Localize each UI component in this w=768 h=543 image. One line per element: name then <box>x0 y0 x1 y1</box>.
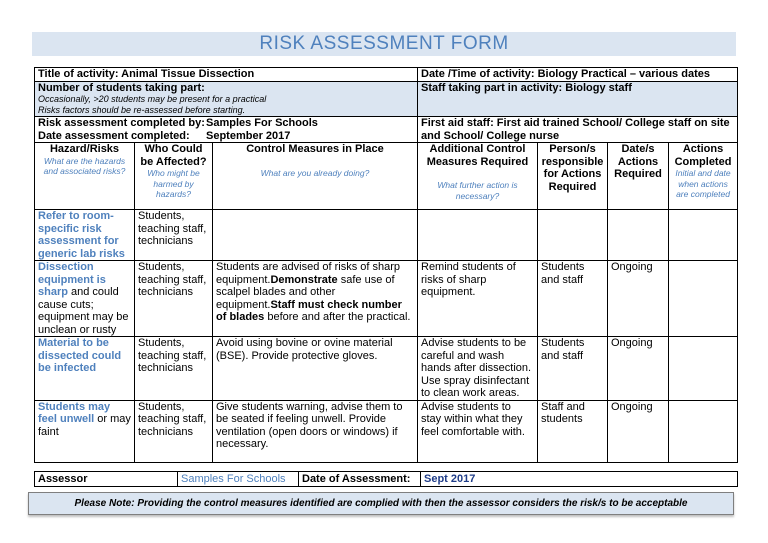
column-header-row <box>35 143 738 210</box>
assessment-date-label: Date of Assessment: <box>299 472 421 487</box>
completed-cell <box>669 261 738 337</box>
activity-cell <box>35 68 418 82</box>
person-responsible: Students and staff <box>541 337 585 362</box>
column-header-label: Who Could be Affected? <box>140 143 207 168</box>
hazard-cell <box>35 261 135 337</box>
control-text: safe use of scalpel blades and other equipment. <box>216 273 395 311</box>
additional-cell <box>418 210 538 261</box>
who-affected: Students, teaching staff, technicians <box>138 261 207 298</box>
risk-assessment-table <box>34 67 738 463</box>
completed-date-label: Date assessment completed: <box>38 129 190 142</box>
hazard-title: Students may feel unwell <box>38 400 111 425</box>
assessor-table <box>34 471 738 487</box>
who-affected: Students, teaching staff, technicians <box>138 400 207 438</box>
who-affected: Students, teaching staff, technicians <box>138 337 207 374</box>
staff-cell <box>418 81 738 117</box>
form-title: RISK ASSESSMENT FORM <box>32 32 736 56</box>
column-header-dates <box>608 143 669 210</box>
students-note-1: Occasionally, >20 students may be present for a practical <box>38 94 267 104</box>
dates-cell <box>608 337 669 401</box>
action-dates: Ongoing <box>611 400 653 413</box>
completed-by-value: Samples For Schools <box>206 117 318 129</box>
first-aid-cell <box>418 117 738 143</box>
table-row <box>35 400 738 462</box>
control-cell <box>213 261 418 337</box>
action-dates: Ongoing <box>611 337 653 349</box>
additional-cell <box>418 337 538 401</box>
hazard-title: Refer to room-specific risk assessment for generic lab risks <box>38 210 125 260</box>
control-cell <box>213 337 418 401</box>
activity-label: Title of activity: <box>38 68 119 80</box>
column-header-label: Additional Control Measures Required <box>426 143 529 168</box>
column-header-hint: What are you already doing? <box>260 167 370 178</box>
column-header-control <box>213 143 418 210</box>
action-dates: Ongoing <box>611 261 653 273</box>
hazard-rows <box>35 210 738 463</box>
who-affected: Students, teaching staff, technicians <box>138 210 207 247</box>
students-note-2: Risks factors should be re-assessed before starting. <box>38 105 246 115</box>
column-header-additional <box>418 143 538 210</box>
column-header-label: Control Measures in Place <box>246 143 384 155</box>
date-time-value: Biology Practical – various dates <box>537 68 710 80</box>
control-text: Students are advised of risks of sharp equipment. <box>216 261 401 286</box>
column-header-label: Actions Completed <box>674 143 732 168</box>
additional-cell <box>418 261 538 337</box>
column-header-who <box>135 143 213 210</box>
control-cell <box>213 400 418 462</box>
completed-row <box>35 117 738 143</box>
person-responsible: Students and staff <box>541 261 585 286</box>
table-row <box>35 337 738 401</box>
date-time-cell <box>418 68 738 82</box>
control-text: Give students warning, advise them to be seated if feeling unwell. Provide ventilation (open doors or windows) if necessary. <box>216 400 403 450</box>
person-cell <box>538 400 608 462</box>
hazard-title: Material to be dissected could be infected <box>38 337 122 374</box>
hazard-title: Dissection equipment is sharp <box>38 261 106 298</box>
completed-date-value: September 2017 <box>206 129 291 142</box>
column-header-label: Hazard/Risks <box>49 143 120 155</box>
date-time-label: Date /Time of activity: <box>421 68 535 80</box>
completed-cell <box>669 400 738 462</box>
who-cell <box>135 261 213 337</box>
person-responsible: Staff and students <box>541 400 585 425</box>
dates-cell <box>608 210 669 261</box>
hazard-detail: or may faint <box>38 413 131 438</box>
control-text: before and after the practical. <box>264 311 411 323</box>
additional-measures: Advise students to stay within what they feel comfortable with. <box>421 400 525 438</box>
column-header-hint: What further action is necessary? <box>437 180 518 201</box>
who-cell <box>135 210 213 261</box>
completed-cell <box>669 337 738 401</box>
person-cell <box>538 210 608 261</box>
column-header-hint: Initial and date when actions are completed <box>675 168 731 199</box>
first-aid-label: First aid staff: <box>421 117 494 129</box>
assessor-row <box>35 472 738 487</box>
person-cell <box>538 337 608 401</box>
column-header-completed <box>669 143 738 210</box>
who-cell <box>135 337 213 401</box>
column-header-label: Date/s Actions Required <box>614 143 662 180</box>
first-aid-value: First aid trained School/ College staff on site and School/ College nurse <box>421 117 730 142</box>
activity-value: Animal Tissue Dissection <box>121 68 255 80</box>
control-text: Avoid using bovine or ovine material (BSE). Provide protective gloves. <box>216 337 393 362</box>
completed-by-label: Risk assessment completed by: <box>38 117 205 129</box>
hazard-cell <box>35 337 135 401</box>
column-header-hazard <box>35 143 135 210</box>
staff-label: Staff taking part in activity: <box>421 81 563 94</box>
students-label: Number of students taking part: <box>38 81 205 94</box>
control-cell <box>213 210 418 261</box>
staff-value: Biology staff <box>565 81 632 94</box>
hazard-detail: and could cause cuts; equipment may be unclean or rusty <box>38 286 129 336</box>
table-row <box>35 210 738 261</box>
dates-cell <box>608 400 669 462</box>
hazard-cell <box>35 210 135 261</box>
person-cell <box>538 261 608 337</box>
table-row <box>35 261 738 337</box>
dates-cell <box>608 261 669 337</box>
students-row <box>35 81 738 117</box>
acceptance-note: Please Note: Providing the control measures identified are complied with then the assessor considers the risk/s to be acceptable <box>28 492 734 515</box>
assessor-value: Samples For Schools <box>178 472 299 487</box>
assessor-label: Assessor <box>35 472 178 487</box>
control-text: Demonstrate <box>270 273 338 286</box>
column-header-hint: Who might be harmed by hazards? <box>147 168 200 199</box>
completed-cell <box>35 117 418 143</box>
completed-cell <box>669 210 738 261</box>
assessment-date-value: Sept 2017 <box>421 472 738 487</box>
hazard-cell <box>35 400 135 462</box>
control-text: Staff must check number of blades <box>216 298 402 323</box>
additional-measures: Advise students to be careful and wash hands after dissection. Use spray disinfectant to clean work areas. <box>421 337 532 399</box>
additional-cell <box>418 400 538 462</box>
column-header-label: Person/s responsible for Actions Required <box>541 143 604 193</box>
column-header-hint: What are the hazards and associated risks? <box>43 155 126 176</box>
additional-measures: Remind students of risks of sharp equipment. <box>421 261 516 298</box>
who-cell <box>135 400 213 462</box>
column-header-person <box>538 143 608 210</box>
activity-row <box>35 68 738 82</box>
students-cell <box>35 81 418 117</box>
